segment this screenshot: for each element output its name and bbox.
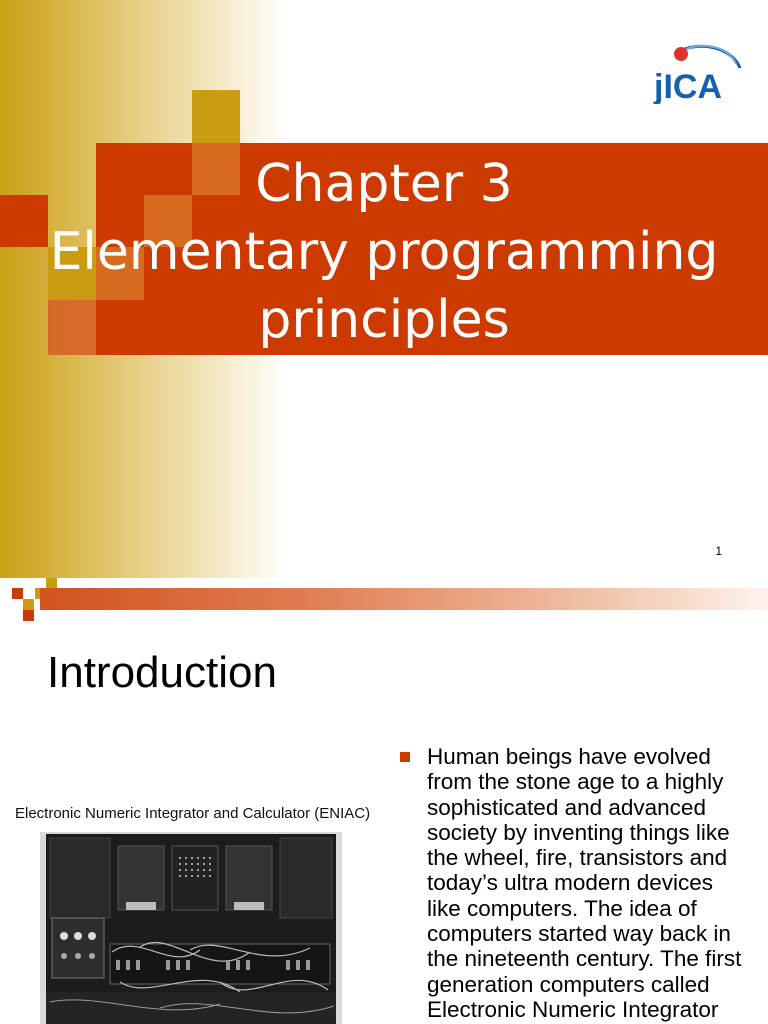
title-line-1: Chapter 3 (255, 154, 513, 214)
jica-logo (648, 30, 744, 104)
logo-text: jICA (654, 68, 722, 104)
decor-square (46, 578, 57, 588)
decor-square (192, 90, 240, 143)
bullet-line: the nineteenth century. The first (427, 946, 742, 972)
slide-heading: Introduction (47, 648, 277, 697)
decor-square (23, 610, 34, 621)
decor-square (12, 588, 23, 599)
title-line-2: Elementary programming (49, 222, 719, 282)
header-bar (40, 588, 768, 610)
bullet-line: like computers. The idea of (427, 895, 697, 921)
square-bullet-icon (400, 752, 410, 762)
title-line-3: principles (258, 290, 510, 350)
bullet-text (427, 744, 763, 1022)
slide-number: 1 (715, 544, 722, 558)
bullet-line: Electronic Numeric Integrator (427, 996, 719, 1022)
decor-square (23, 599, 34, 610)
bullet-line: generation computers called (427, 971, 710, 997)
bullet-line: sophisticated and advanced (427, 794, 706, 820)
bullet-line: today’s ultra modern devices (427, 870, 713, 896)
image-caption: Electronic Numeric Integrator and Calculator (ENIAC) (15, 805, 371, 822)
bullet-line: Human beings have evolved (427, 744, 711, 769)
bullet-line: from the stone age to a highly (427, 769, 724, 795)
content-slide (0, 578, 768, 1024)
bullet-line: computers started way back in (427, 921, 731, 947)
slide-title (0, 150, 768, 354)
bullet-line: the wheel, fire, transistors and (427, 845, 728, 871)
eniac-photo (40, 832, 342, 1024)
bullet-line: society by inventing things like (427, 819, 730, 845)
